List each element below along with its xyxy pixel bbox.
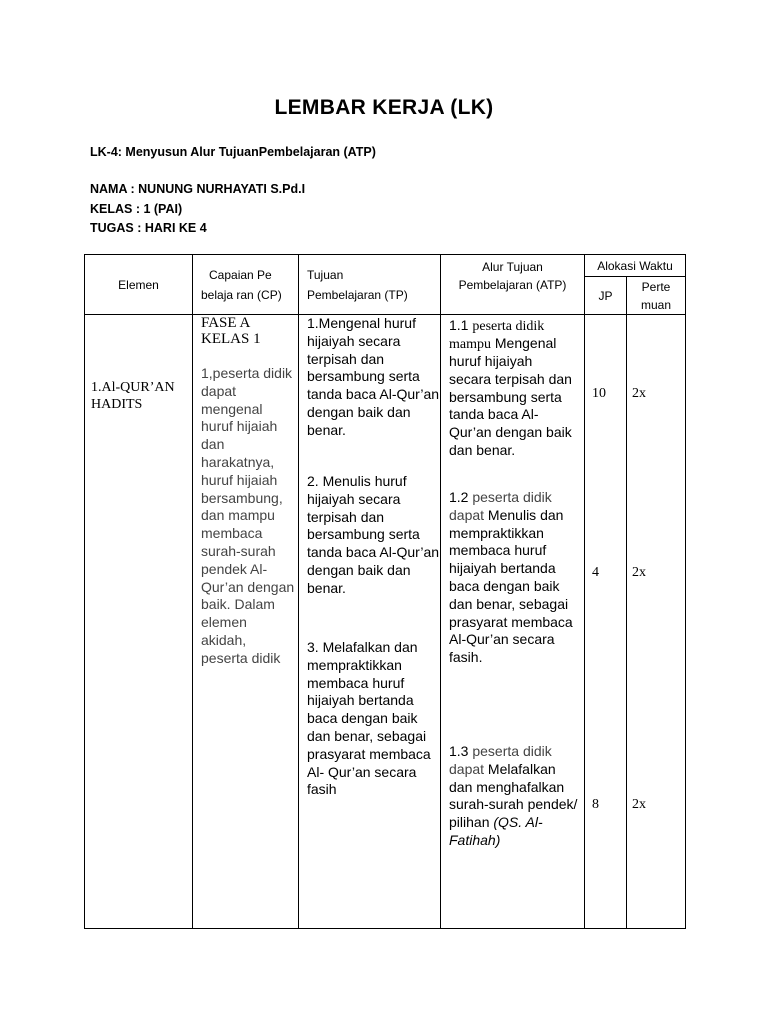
cell-cp <box>193 315 299 929</box>
jp-value-2: 4 <box>592 565 599 580</box>
tp-item-2: 2. Menulis huruf hijaiyah secara terpisah dan bersambung serta tanda baca Al-Qur’an dengan baik dan benar. <box>307 473 440 596</box>
tp-item-1: 1.Mengenal huruf hijaiyah secara terpisah dan bersambung serta tanda baca Al-Qur’an dengan baik dan benar. <box>307 315 440 438</box>
page-title: LEMBAR KERJA (LK) <box>274 96 494 119</box>
atp-item-2: 1.2 peserta didik dapat Menulis dan mempraktikkan membaca huruf hijaiyah bertanda baca dengan baik dan benar, sebagai prasyarat membaca Al-Qur’an secara fasih. <box>449 489 573 666</box>
elemen-text: 1.Al-QUR’AN HADITS <box>91 380 175 412</box>
pertemuan-value-1: 2x <box>632 386 646 401</box>
header-atp: Alur Tujuan Pembelajaran (ATP) <box>441 255 585 315</box>
atp-item-1: 1.1 peserta didik mampu Mengenal huruf hijaiyah secara terpisah dan bersambung serta tanda baca Al-Qur’an dengan baik dan benar. <box>449 317 572 458</box>
cell-jp <box>585 315 627 929</box>
header-jp: JP <box>585 277 627 315</box>
header-cp: Capaian Pe belaja ran (CP) <box>193 255 299 315</box>
student-class: KELAS : 1 (PAI) <box>90 202 183 216</box>
atp-item-2-lead: peserta didik dapat <box>449 489 552 523</box>
atp-item-3: 1.3 peserta didik dapat Melafalkan dan menghafalkan surah-surah pendek/ pilihan (QS. Al-Fatihah) <box>449 743 578 848</box>
header-elemen: Elemen <box>85 255 193 315</box>
worksheet-subtitle: LK-4: Menyusun Alur TujuanPembelajaran (ATP) <box>90 145 376 159</box>
pertemuan-value-3: 2x <box>632 797 646 812</box>
student-name: NAMA : NUNUNG NURHAYATI S.Pd.I <box>90 182 306 196</box>
cell-tp <box>299 315 441 929</box>
header-tp: Tujuan Pembelajaran (TP) <box>299 255 441 315</box>
jp-value-1: 10 <box>592 386 606 401</box>
cell-elemen <box>85 315 193 929</box>
jp-value-3: 8 <box>592 797 599 812</box>
cp-text: 1,peserta didik dapat mengenal huruf hijaiah dan harakatnya, huruf hijaiah bersambung, dan mampu membaca surah-surah pendek Al-Qur’an dengan baik. Dalam elemen akidah, peserta didik <box>201 365 295 666</box>
header-alokasi-waktu: Alokasi Waktu <box>585 255 686 277</box>
atp-table <box>84 254 686 929</box>
header-pertemuan: Perte muan <box>627 277 686 315</box>
tp-item-3: 3. Melafalkan dan mempraktikkan membaca huruf hijaiyah bertanda baca dengan baik dan benar, sebagai prasyarat membaca Al- Qur’an secara fasih <box>307 639 431 798</box>
cp-fase: FASE A KELAS 1 <box>201 315 261 347</box>
cell-atp <box>441 315 585 929</box>
pertemuan-value-2: 2x <box>632 565 646 580</box>
atp-item-3-lead: peserta didik dapat <box>449 743 552 777</box>
cell-pertemuan <box>627 315 686 929</box>
task-day: TUGAS : HARI KE 4 <box>90 221 207 235</box>
atp-item-1-lead: peserta didik mampu <box>449 319 545 352</box>
atp-item-3-surah: (QS. Al-Fatihah) <box>449 814 543 848</box>
